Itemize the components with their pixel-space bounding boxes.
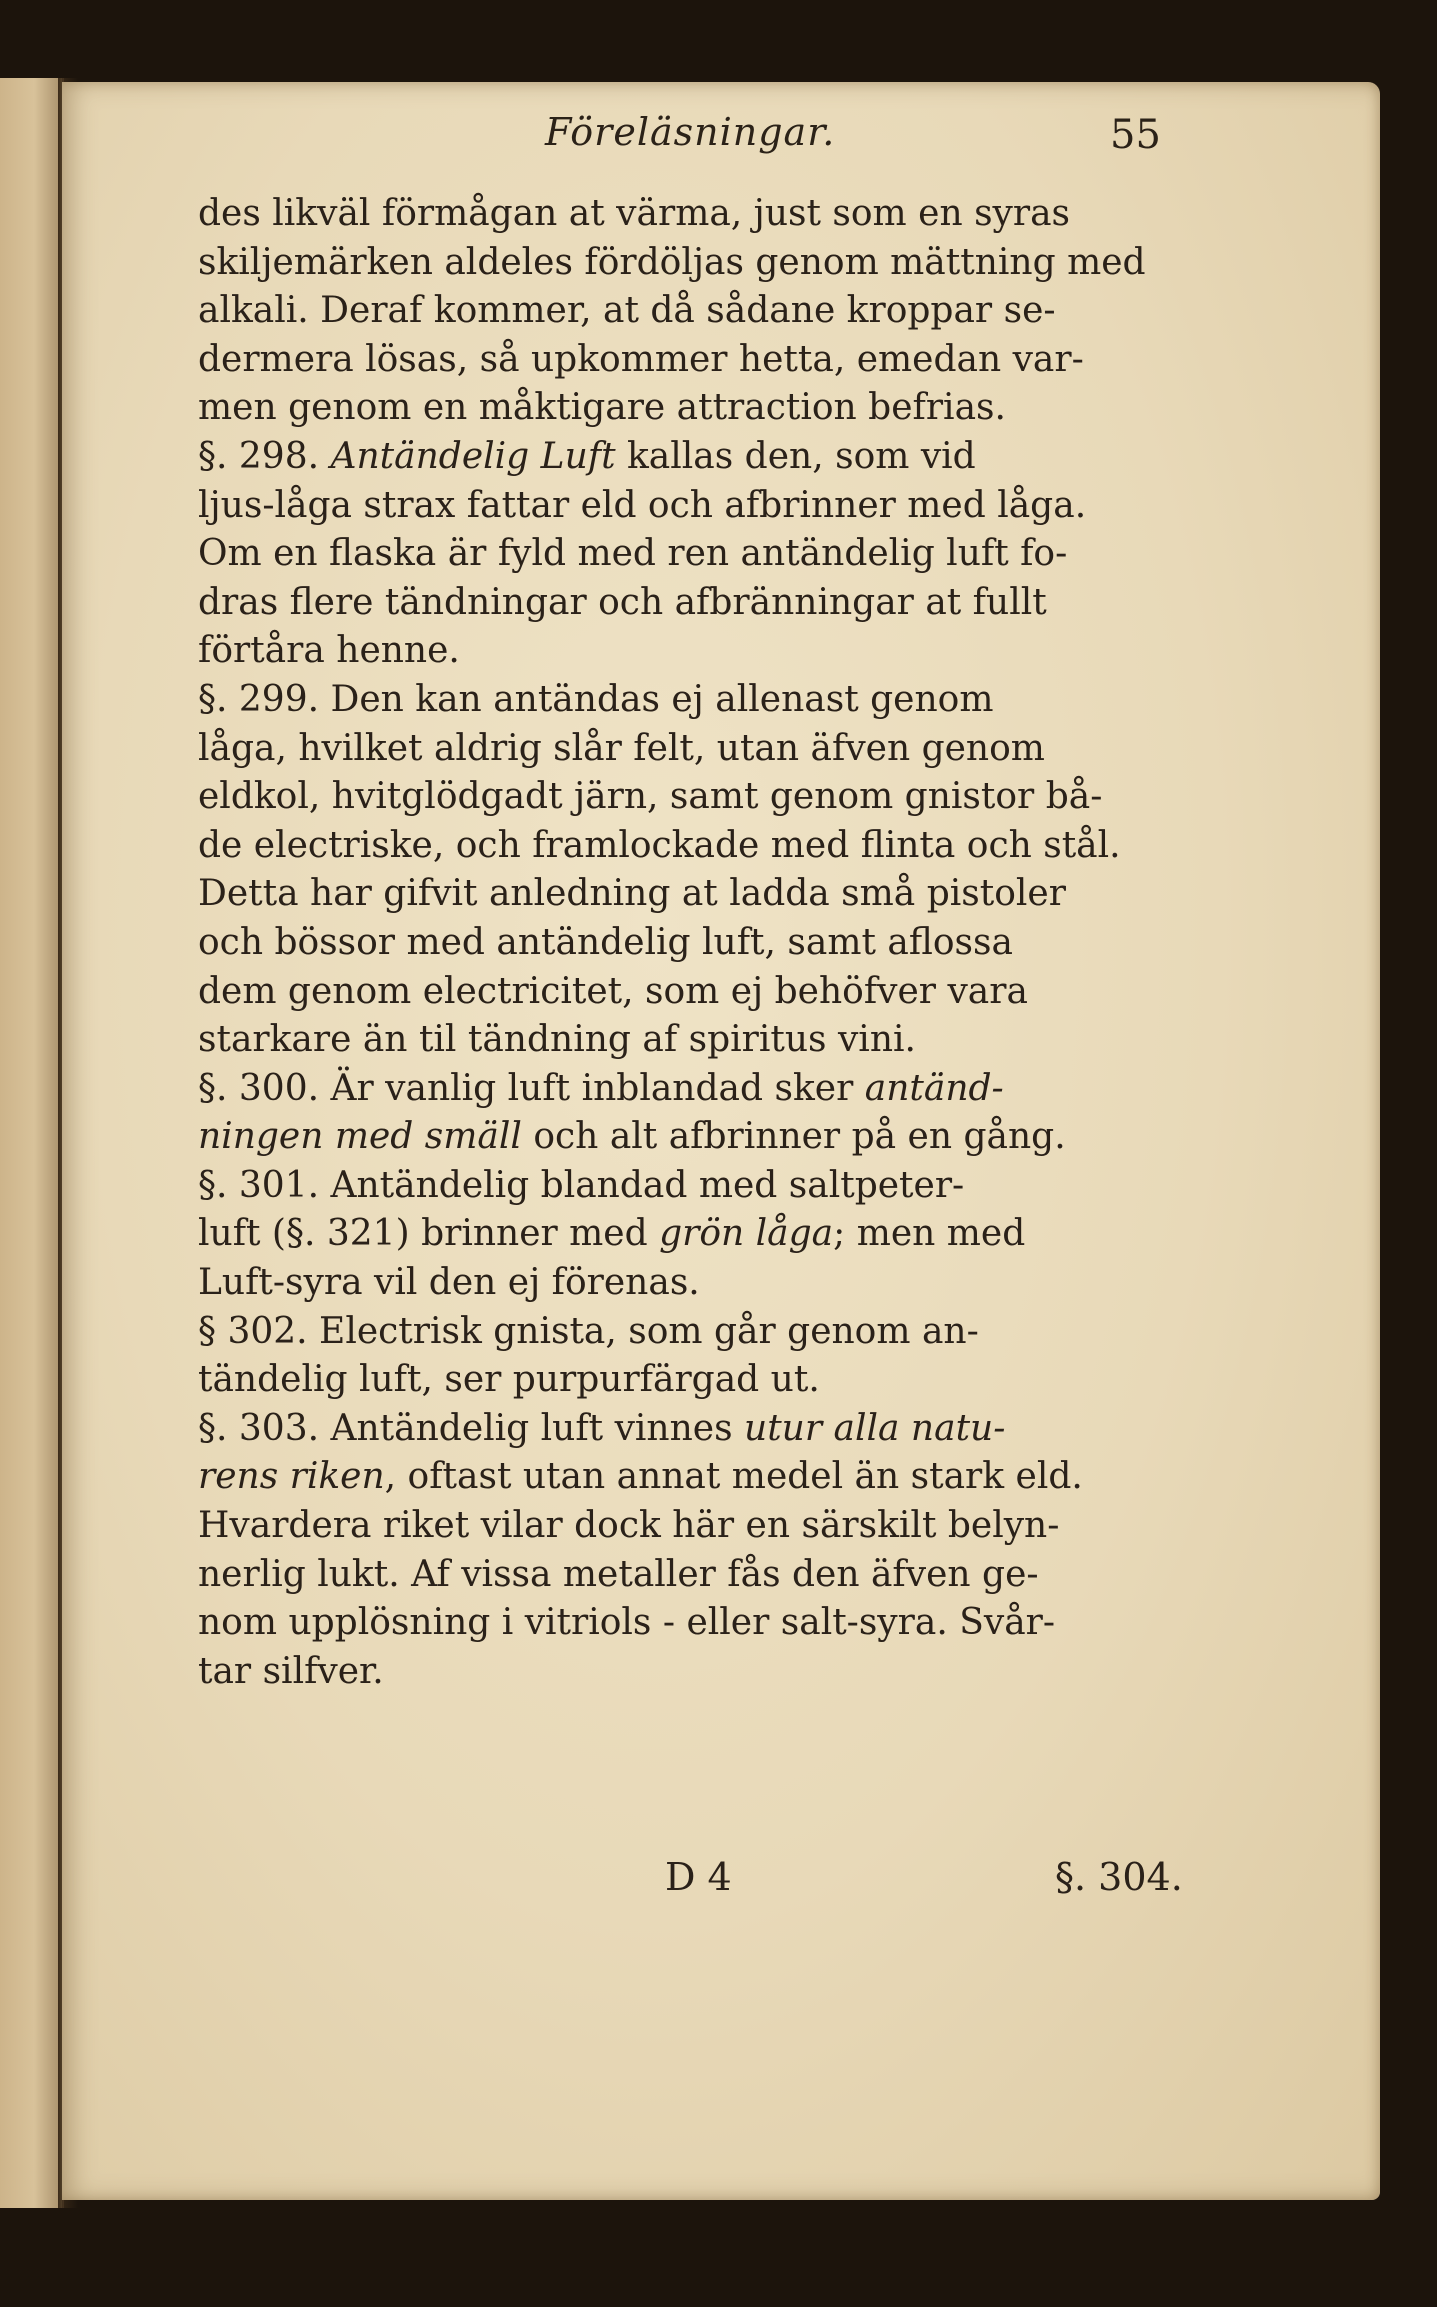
text-run: starkare än til tändning af spiritus vini.	[198, 1019, 916, 1061]
italic-text: ningen med smäll	[198, 1116, 522, 1158]
text-run: luft (§. 321) brinner med	[198, 1213, 660, 1255]
italic-text: Antändelig Luft	[330, 435, 616, 477]
page-footer	[0, 1855, 1437, 1915]
text-run: men genom en måktigare attraction befrias.	[198, 387, 1006, 429]
text-run: nerlig lukt. Af vissa metaller fås den äfven ge-	[198, 1553, 1039, 1595]
text-run: § 302. Electrisk gnista, som går genom an-	[198, 1310, 979, 1352]
text-line	[198, 287, 1198, 336]
text-line	[198, 773, 1198, 822]
italic-text: grön låga	[659, 1213, 834, 1255]
text-run: dermera lösas, så upkommer hetta, emedan var-	[198, 338, 1084, 380]
text-run: kallas den, som vid	[615, 435, 976, 477]
text-line	[198, 822, 1198, 871]
text-run: , oftast utan annat medel än stark eld.	[384, 1456, 1083, 1498]
text-line	[198, 968, 1198, 1017]
text-line	[198, 384, 1198, 433]
text-run: Om en flaska är fyld med ren antändelig luft fo-	[198, 533, 1068, 575]
text-run: ; men med	[833, 1213, 1026, 1255]
text-line	[198, 1308, 1198, 1357]
italic-text: utur alla natu-	[744, 1407, 1006, 1449]
text-run: alkali. Deraf kommer, at då sådane kroppar se-	[198, 290, 1056, 332]
text-line	[198, 530, 1198, 579]
text-run: skiljemärken aldeles fördöljas genom mättning med	[198, 241, 1146, 283]
text-run: §. 303. Antändelig luft vinnes	[198, 1407, 745, 1449]
text-run: de electriske, och framlockade med flinta och stål.	[198, 824, 1121, 866]
text-line	[198, 336, 1198, 385]
text-run: Detta har gifvit anledning at ladda små pistoler	[198, 873, 1066, 915]
body-text	[198, 190, 1198, 1696]
text-line	[198, 1259, 1198, 1308]
text-run: dem genom electricitet, som ej behöfver vara	[198, 970, 1028, 1012]
text-run: eldkol, hvitglödgadt järn, samt genom gnistor bå-	[198, 776, 1103, 818]
text-run: ljus-låga strax fattar eld och afbrinner med låga.	[198, 484, 1087, 526]
text-line	[198, 1551, 1198, 1600]
text-line	[198, 870, 1198, 919]
text-line	[198, 579, 1198, 628]
text-run: nom upplösning i vitriols - eller salt-syra. Svår-	[198, 1602, 1056, 1644]
text-line	[198, 1599, 1198, 1648]
signature-mark: D 4	[665, 1855, 732, 1899]
text-run: dras flere tändningar och afbränningar at fullt	[198, 581, 1047, 623]
text-run: och bössor med antändelig luft, samt aflossa	[198, 921, 1013, 963]
italic-text: antänd-	[864, 1067, 1004, 1109]
text-run: förtåra henne.	[198, 630, 460, 672]
text-line	[198, 725, 1198, 774]
text-line	[198, 1405, 1198, 1454]
text-line	[198, 433, 1198, 482]
italic-text: rens riken	[198, 1456, 385, 1498]
text-run: tar silfver.	[198, 1650, 384, 1692]
text-run: §. 301. Antändelig blandad med saltpeter-	[198, 1164, 965, 1206]
text-line	[198, 627, 1198, 676]
text-run: och alt afbrinner på en gång.	[521, 1116, 1066, 1158]
catchword: §. 304.	[1055, 1855, 1183, 1899]
text-line	[198, 482, 1198, 531]
text-line	[198, 1648, 1198, 1697]
text-run: des likväl förmågan at värma, just som en syras	[198, 193, 1071, 234]
text-line	[198, 1065, 1198, 1114]
text-line	[198, 1162, 1198, 1211]
text-line	[198, 190, 1198, 239]
text-run: Luft-syra vil den ej förenas.	[198, 1262, 700, 1304]
text-run: tändelig luft, ser purpurfärgad ut.	[198, 1359, 820, 1401]
text-line	[198, 1502, 1198, 1551]
text-line	[198, 1210, 1198, 1259]
text-run: låga, hvilket aldrig slår felt, utan äfven genom	[198, 727, 1045, 769]
text-line	[198, 239, 1198, 288]
running-head	[0, 110, 1437, 160]
text-run: §. 298.	[198, 435, 331, 477]
text-run: Hvardera riket vilar dock här en särskilt belyn-	[198, 1505, 1060, 1547]
text-line	[198, 1356, 1198, 1405]
text-run: §. 300. Är vanlig luft inblandad sker	[198, 1067, 865, 1109]
text-line	[198, 919, 1198, 968]
text-run: §. 299. Den kan antändas ej allenast genom	[198, 678, 994, 720]
text-line	[198, 676, 1198, 725]
text-line	[198, 1113, 1198, 1162]
page-number: 55	[1110, 112, 1161, 158]
running-title: Föreläsningar.	[545, 110, 836, 154]
text-line	[198, 1453, 1198, 1502]
text-line	[198, 1016, 1198, 1065]
